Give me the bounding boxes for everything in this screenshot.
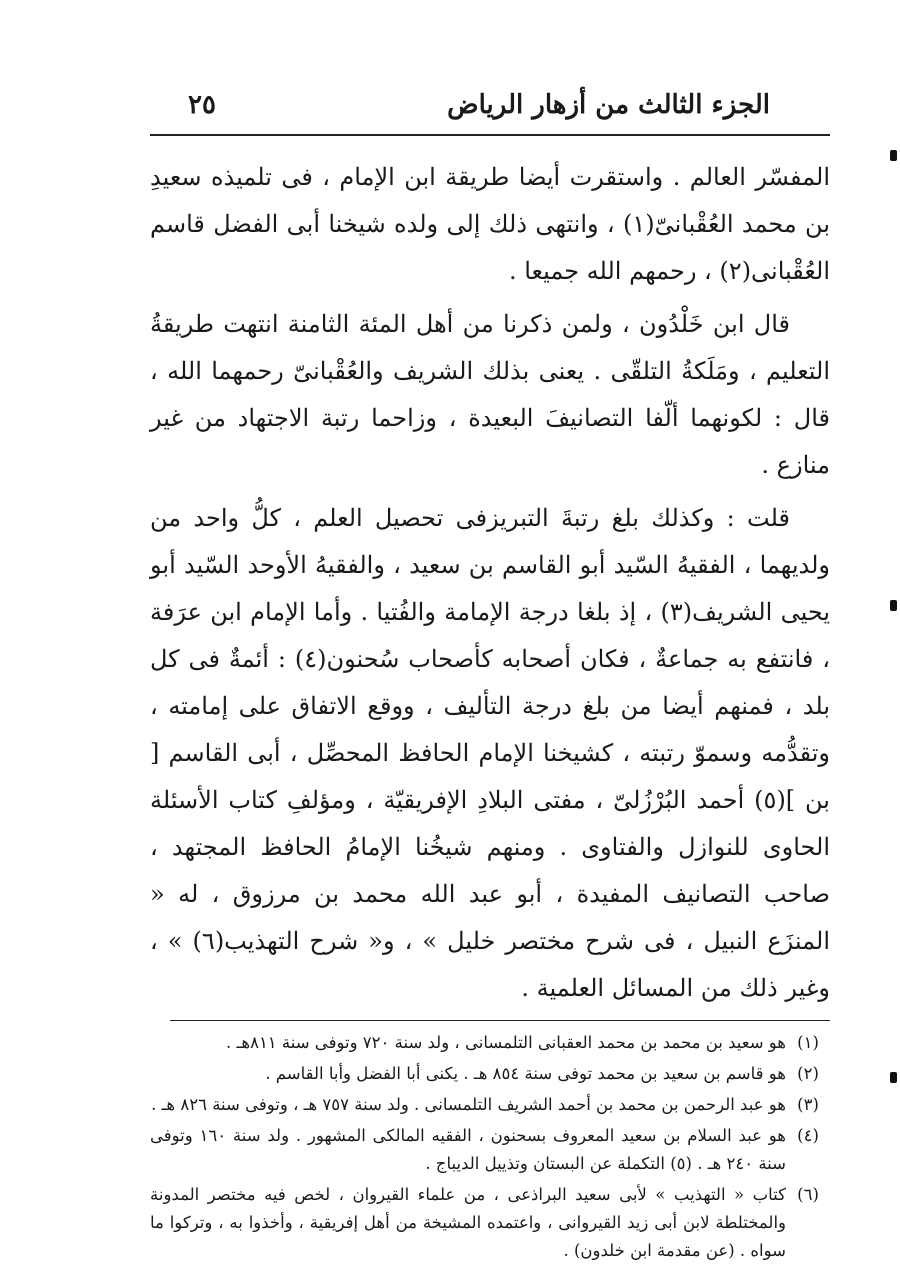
- footnote-number: (٢): [797, 1064, 819, 1083]
- paragraph: المفسّر العالم . واستقرت أيضا طريقة ابن الإمام ، فى تلميذه سعيدِ بن محمد العُقْبانىّ(١) ، وانتهى ذلك إلى ولده شيخنا أبى الفضل قاسم العُقْبانى(٢) ، رحمهم الله جميعا .: [150, 163, 831, 285]
- footnote: [150, 1060, 830, 1088]
- paragraph: قلت : وكذلك بلغ رتبةَ التبريزفى تحصيل العلم ، كلُّ واحد من ولديهما ، الفقيهُ السّيد أبو القاسم بن سعيد ، والفقيهُ الأوحد السّيد أبو يحيى الشريف(٣) ، إذ بلغا درجة الإمامة والفُتيا . وأما الإمام ابن عرَفة ، فانتفع به جماعةٌ ، فكان أصحابه كأصحاب سُحنون(٤) : أئمةٌ فى كل بلد ، فمنهم أيضا من بلغ درجة التأليف ، ووقع الاتفاق على إمامته ، وتقدُّمه وسموّ رتبته ، كشيخنا الإمام الحافظ المحصِّل ، أبى القاسم [ بن ](٥) أحمد البُرْزُلىّ ، مفتى البلادِ الإفريقيّة ، ومؤلفِ كتاب الأسئلة الحاوى للنوازل والفتاوى . ومنهم شيخُنا الإمامُ الحافظ المجتهد ، صاحب التصانيف المفيدة ، أبو عبد الله محمد بن مرزوق ، له « المنزَع النبيل ، فى شرح مختصر خليل » ، و« شرح التهذيب(٦) » ، وغير ذلك من المسائل العلمية .: [150, 504, 830, 1002]
- running-title: الجزء الثالث من أزهار الرياض: [447, 90, 770, 120]
- footnote-text: هو سعيد بن محمد بن محمد العقبانى التلمسانى ، ولد سنة ٧٢٠ وتوفى سنة ٨١١هـ .: [226, 1033, 786, 1052]
- footnote-number: (٦): [797, 1185, 819, 1204]
- page-edge-mark: [890, 150, 897, 161]
- paragraph: قال ابن خَلْدُون ، ولمن ذكرنا من أهل المئة الثامنة انتهت طريقةُ التعليم ، ومَلَكةُ التلقّى . يعنى بذلك الشريف والعُقْبانىّ رحمهما الله ، قال : لكونهما ألّفا التصانيفَ البعيدة ، وزاحما رتبة الاجتهاد من غير منازع .: [150, 310, 831, 479]
- footnote-number: (١): [797, 1033, 819, 1052]
- page-edge-mark: [890, 1072, 897, 1083]
- page-number: ٢٥: [188, 90, 216, 120]
- footnote: [150, 1029, 830, 1057]
- footnote-number: (٤): [797, 1126, 819, 1145]
- footnote-number: (٣): [797, 1095, 819, 1114]
- main-text: [150, 154, 830, 1012]
- footnote-text: هو عبد السلام بن سعيد المعروف بسحنون ، الفقيه المالكى المشهور . ولد سنة ١٦٠ وتوفى سنة ٢٤٠ هـ . (٥) التكملة عن البستان وتذييل الديباج .: [150, 1126, 786, 1173]
- footnote-divider: [170, 1020, 830, 1021]
- page-header: [150, 88, 830, 136]
- footnote-text: هو عبد الرحمن بن محمد بن أحمد الشريف التلمسانى . ولد سنة ٧٥٧ هـ ، وتوفى سنة ٨٢٦ هـ .: [151, 1095, 786, 1114]
- footnotes: [150, 1029, 830, 1265]
- footnote-text: هو قاسم بن سعيد بن محمد توفى سنة ٨٥٤ هـ . يكنى أبا الفضل وأبا القاسم .: [265, 1064, 786, 1083]
- footnote-text: كتاب « التهذيب » لأبى سعيد البراذعى ، من علماء القيروان ، لخص فيه مختصر المدونة والمختلطة لابن أبى زيد القيروانى ، واعتمده المشيخة من أهل إفريقية ، وأخذوا به ، وتركوا ما سواه . (عن مقدمة ابن خلدون) .: [150, 1185, 786, 1260]
- page-edge-mark: [890, 600, 897, 611]
- book-page: [150, 88, 831, 1260]
- footnote: [150, 1181, 830, 1265]
- footnote: [150, 1091, 830, 1119]
- footnote: [150, 1122, 830, 1178]
